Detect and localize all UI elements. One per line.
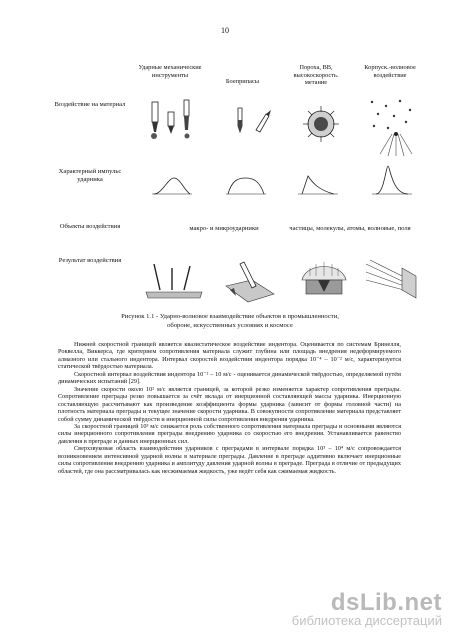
row-label-impulse: Характерный импульс ударника	[58, 168, 122, 183]
figure-caption-line1: Рисунок 1.1 - Ударно-волновое взаимодействие объектов в промышленности,	[121, 313, 339, 320]
impulse-curve-explosives	[298, 172, 338, 196]
column-header-impact-tools: Ударные механические инструменты	[138, 64, 202, 79]
row-label-objects: Объекты воздействия	[59, 223, 121, 230]
result-explosives-drawing	[296, 256, 356, 302]
watermark-logo: dsLib.net	[330, 589, 442, 616]
objects-macro-micro: макро- и микроударники	[189, 225, 259, 232]
paragraph-1: Нижней скоростной границей является квазистатическое воздействие индентора. Оценивается по системам Бринелля, Роквелла, Виккерса, где критерием сопротивления материала служит глубина или площадь внедрения недеформируемого алмазного или стального индентора. Интервал скоростей воздействия индентора порядка 10⁻⁴ – 10⁻² м/с, характеризуется статической твёрдостью материала.	[58, 341, 401, 371]
body-text	[58, 341, 401, 475]
result-corpuscular-drawing	[364, 258, 424, 302]
impulse-curve-tools	[152, 174, 192, 196]
objects-particles: частицы, молекулы, атомы, волновые, поля	[289, 225, 411, 232]
explosives-drawing	[296, 100, 346, 150]
impact-tools-drawing	[140, 100, 200, 150]
watermark	[292, 589, 442, 628]
figure-caption-line2: обороне, искусственных условиях и космосе	[167, 322, 293, 329]
watermark-subtitle: библиотека диссертаций	[291, 613, 442, 628]
corpuscular-wave-drawing	[366, 98, 418, 158]
column-header-corpuscular-wave: Корпуск.-волновое воздействие	[364, 64, 416, 79]
page-number: 10	[221, 26, 229, 35]
paragraph-4: За скоростной границей 10³ м/с снижается роль собственного сопротивления материала преграды и основными являются силы инерционного сопротивления преграды внедрению ударника со скоростью его внедрения. Устанавливается равенство давления в преграде и данных инерционных сил.	[58, 422, 401, 445]
column-header-explosives: Пороха, ВВ, высокоскорость. метание	[293, 64, 339, 87]
ammunition-drawing	[226, 100, 276, 150]
paragraph-2: Скоростной интервал воздействия индентора 10⁻² – 10 м/с - оценивается динамической твёрдостью, определяемой путём динамических испытаний [29].	[58, 370, 401, 386]
impulse-curve-corpuscular	[372, 164, 412, 196]
row-label-impact: Воздействие на материал	[54, 101, 126, 108]
paragraph-5: Сверхзвуковая область взаимодействия ударников с преградами в интервале порядка 10³ – 10⁴ м/с сопровождается возникновением интенсивной ударной волны в материале преграды. Давление в преграде аддитивно включает инерционные силы сопротивления внедрению ударника и амплитуду давления ударной волны в преграде. Преграда в отличие от предыдущих областей, где она рассматривалась как несжимаемая жидкость, уже ведёт себя как сжимаемая жидкость.	[58, 445, 401, 475]
column-header-ammunition: Боеприпасы	[225, 78, 260, 85]
impulse-curve-ammunition	[226, 174, 266, 196]
result-ammunition-drawing	[222, 260, 282, 304]
row-label-result: Результат воздействия	[58, 257, 122, 264]
result-tools-drawing	[144, 262, 204, 302]
paragraph-3: Значение скорости около 10² м/с является границей, за которой резко изменяется характер сопротивления преграды. Сопротивление преграды резко повышается за счёт вклада от инерционной составляющей массы ударника. Инерционную составляющую рассчитывают как произведение коэффициента формы ударника (зависит от формы головной части) на плотность материала преграды и текущее значение скорости ударника. В совокупности сопротивление материала представляет собой сумму динамической твёрдости и инерционной силы сопротивления внедрения ударника.	[58, 385, 401, 423]
